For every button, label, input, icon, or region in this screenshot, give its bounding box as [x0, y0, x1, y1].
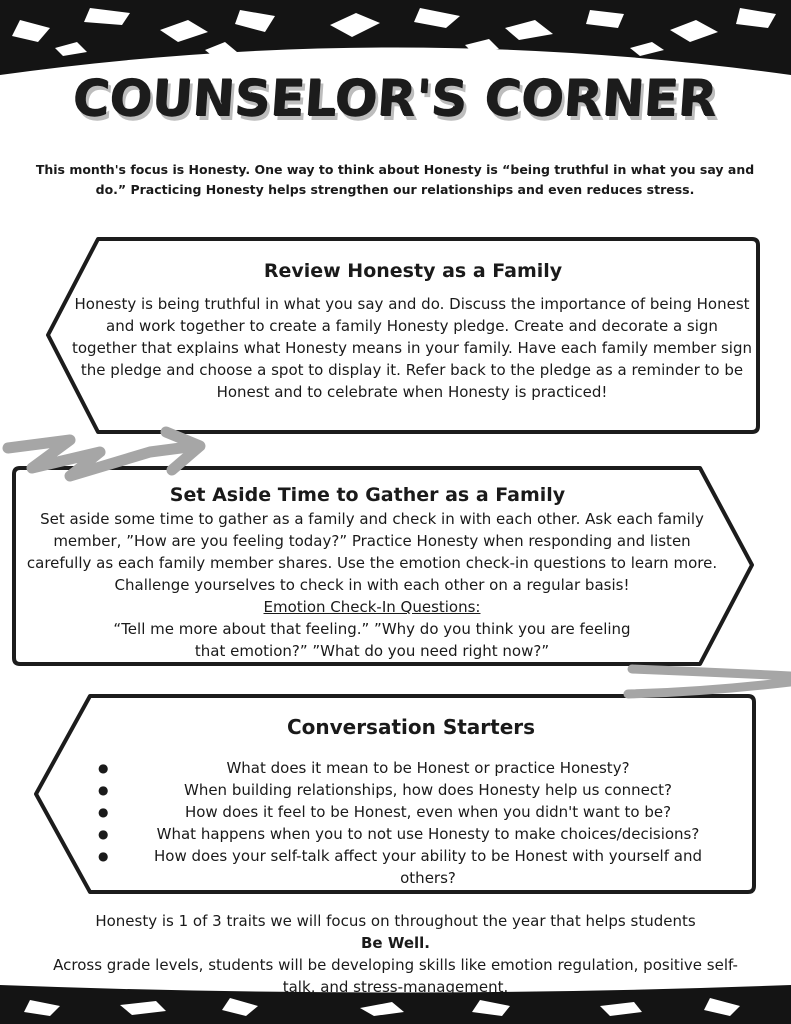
bullet-icon: ● — [98, 783, 109, 797]
section1-heading: Review Honesty as a Family — [263, 260, 563, 282]
bullet-icon: ● — [98, 849, 109, 863]
emotion-questions-label: Emotion Check-In Questions: — [263, 598, 481, 616]
list-item: ● What happens when you to not use Honesty to make choices/decisions? — [98, 825, 700, 843]
section2-paragraph: Set aside some time to gather as a family and check in with each other. Ask each family member, ”How are you feeling today?” Practice Honesty when responding and listen carefully as each family member shares. Use the emotion check-in questions to learn more. Challenge yourselves to check in with each other on a regular basis! — [26, 510, 718, 594]
emotion-questions: “Tell me more about that feeling.” ”Why do you think you are feeling that emotion?” ”What do you need right now?” — [113, 620, 631, 660]
footer-line2: Across grade levels, students will be developing skills like emotion regulation, positive self-talk, and stress-management. — [53, 956, 738, 996]
section1-body: Honesty is being truthful in what you say and do. Discuss the importance of being Honest and work together to create a family Honesty pledge. Create and decorate a sign together that explains what Honesty means in your family. Have each family member sign the pledge and choose a spot to display it. Refer back to the pledge as a reminder to be Honest and to celebrate when Honesty is practiced! — [72, 295, 752, 401]
list-item: ● What does it mean to be Honest or practice Honesty? — [98, 759, 630, 777]
list-item: ● When building relationships, how does Honesty help us connect? — [98, 781, 672, 799]
bullet-icon: ● — [98, 827, 109, 841]
section2-heading: Set Aside Time to Gather as a Family — [169, 484, 566, 506]
bullet-icon: ● — [98, 805, 109, 819]
footer-be-well: Be Well. — [361, 934, 430, 952]
intro-text: This month's focus is Honesty. One way to think about Honesty is “being truthful in what you say and do.” Practicing Honesty helps strengthen our relationships and even reduces stress. — [35, 162, 755, 197]
zigzag-arrow-icon — [8, 432, 200, 476]
footer-line1: Honesty is 1 of 3 traits we will focus on throughout the year that helps students — [95, 912, 696, 930]
section3-heading: Conversation Starters — [286, 715, 536, 739]
grey-swoosh-lines — [628, 669, 790, 694]
list-item: ● How does it feel to be Honest, even when you didn't want to be? — [98, 803, 672, 821]
section2-body — [22, 508, 722, 662]
bullet-icon: ● — [98, 761, 109, 775]
footer-text — [40, 910, 751, 998]
list-item: ● How does your self-talk affect your ability to be Honest with yourself and others? — [98, 847, 702, 887]
conversation-starters-list — [98, 757, 738, 889]
page-title: COUNSELOR'S CORNER — [71, 70, 720, 128]
